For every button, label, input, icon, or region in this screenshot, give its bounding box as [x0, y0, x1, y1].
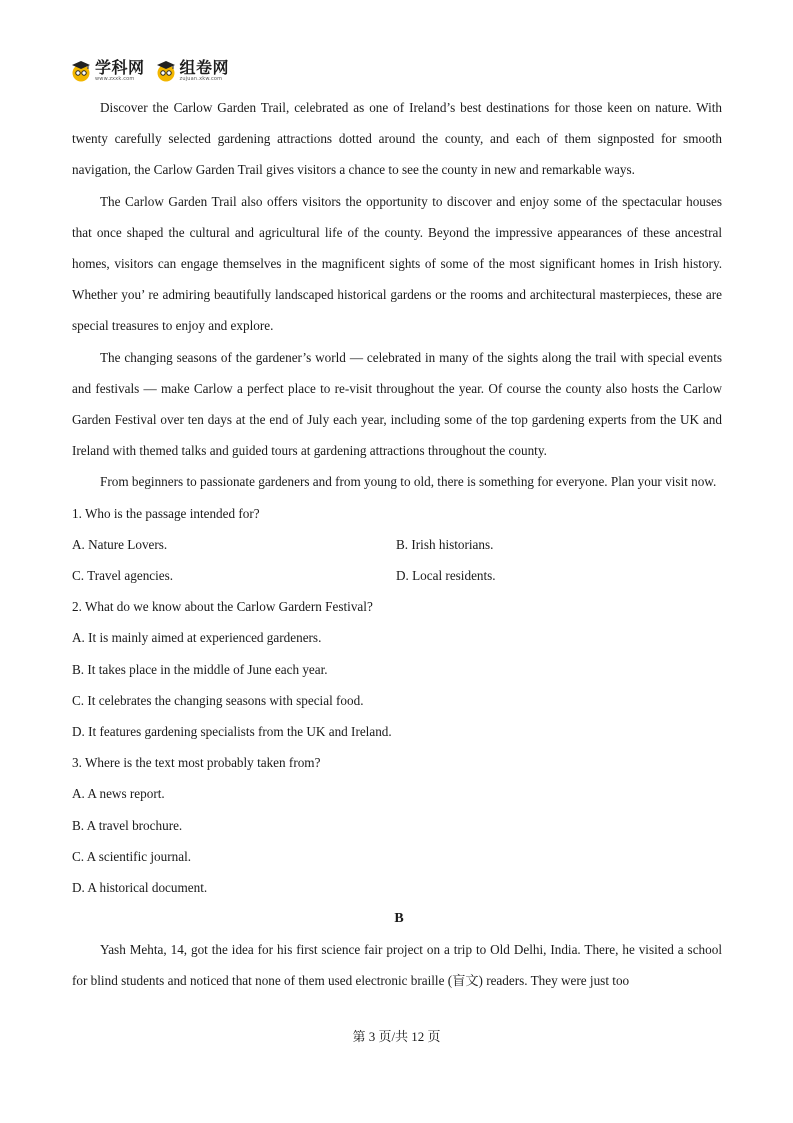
question-2-option-c[interactable]: C. It celebrates the changing seasons with special food. [72, 692, 364, 708]
page-number: 第 3 页/共 12 页 [352, 1029, 441, 1044]
question-2-option-d[interactable]: D. It features gardening specialists from the UK and Ireland. [72, 723, 392, 739]
question-1-option-a[interactable]: A. Nature Lovers. [72, 536, 168, 552]
question-2-option-a[interactable]: A. It is mainly aimed at experienced gardeners. [72, 630, 322, 646]
passage-a-paragraph-2: The Carlow Garden Trail also offers visitors the opportunity to discover and enjoy some of the spectacular houses that once shaped the cultural and agricultural life of the county. Beyond the impressive appearances of these ancestral homes, visitors can engage themselves in the magnificent sights of some of the most significant homes in Irish history. Whether you’ re admiring beautifully landscaped historical gardens or the rooms and architectural masterpieces, these are special treasures to enjoy and explore. [72, 193, 722, 334]
question-3-option-c[interactable]: C. A scientific journal. [72, 848, 192, 864]
logo-name: 学科网 [95, 58, 145, 77]
question-1-option-c[interactable]: C. Travel agencies. [72, 568, 174, 584]
xuekewang-logo[interactable] [70, 60, 145, 82]
question-1-options-row-2 [72, 560, 722, 591]
passage-a-paragraph-1: Discover the Carlow Garden Trail, celebrated as one of Ireland’s best destinations for those keen on nature. With twenty carefully selected gardening attractions dotted around the county, and each of them signposted for smooth navigation, the Carlow Garden Trail gives visitors a chance to see the county in new and remarkable ways. [72, 100, 722, 178]
question-3-stem: 3. Where is the text most probably taken from? [72, 755, 321, 771]
question-3-option-d[interactable]: D. A historical document. [72, 879, 208, 895]
question-1-option-d[interactable]: D. Local residents. [396, 568, 496, 584]
passage-b-paragraph-1: Yash Mehta, 14, got the idea for his first science fair project on a trip to Old Delhi, India. There, he visited a school for blind students and noticed that none of them used electronic braille (盲文) readers. They were just too [72, 942, 722, 989]
page-header [70, 57, 239, 85]
question-3-option-b[interactable]: B. A travel brochure. [72, 817, 183, 833]
logo-url: zujuan.xkw.com [179, 76, 223, 82]
graduate-cap-icon [155, 60, 177, 82]
passage-a-paragraph-3: The changing seasons of the gardener’s world — celebrated in many of the sights along the trail with special events and festivals — make Carlow a perfect place to re-visit throughout the year. Of course the county also hosts the Carlow Garden Festival over ten days at the end of July each year, including some of the top gardening experts from the UK and Ireland with themed talks and guided tours at gardening attractions throughout the county. [72, 349, 722, 459]
page-content [72, 92, 722, 997]
passage-b-heading: B [394, 911, 404, 927]
logo-name: 组卷网 [179, 58, 230, 77]
question-1-options-row-1 [72, 529, 722, 560]
question-1-option-b[interactable]: B. Irish historians. [396, 536, 494, 552]
passage-a-paragraph-4: From beginners to passionate gardeners and from young to old, there is something for everyone. Plan your visit now. [100, 474, 717, 490]
zujuanwang-logo[interactable] [155, 60, 230, 82]
question-2-option-b[interactable]: B. It takes place in the middle of June each year. [72, 661, 328, 677]
question-2-stem: 2. What do we know about the Carlow Gardern Festival? [72, 599, 373, 615]
logo-url: www.zxxk.com [95, 76, 135, 82]
graduate-cap-icon [70, 60, 92, 82]
question-3-option-a[interactable]: A. A news report. [72, 786, 165, 802]
question-1-stem: 1. Who is the passage intended for? [72, 505, 260, 521]
